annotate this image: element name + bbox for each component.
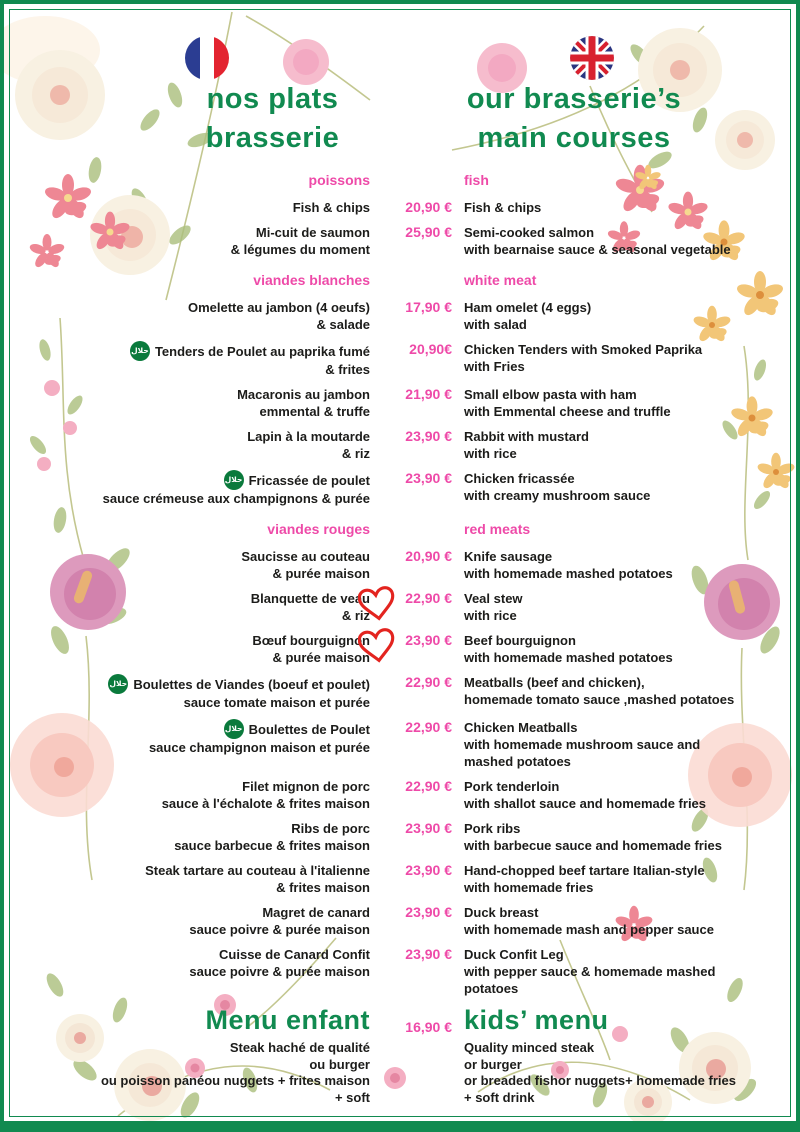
item-price: 23,90 € [405, 820, 452, 836]
section-label-fr: viandes rouges [267, 521, 370, 537]
item-price: 22,90 € [405, 719, 452, 735]
section-label-en: fish [464, 172, 489, 188]
item-name-fr: Magret de canard sauce poivre & purée maison [189, 905, 370, 937]
halal-icon: حلال [224, 470, 244, 490]
section-header-row [14, 270, 800, 290]
halal-icon: حلال [130, 341, 150, 361]
menu-item-row [14, 674, 800, 711]
item-name-fr: Filet mignon de porc sauce à l'échalote & frites maison [161, 779, 370, 811]
item-name-fr: Ribs de porc sauce barbecue & frites maison [174, 821, 370, 853]
item-name-en: Meatballs (beef and chicken), homemade tomato sauce ,mashed potatoes [464, 675, 735, 707]
item-name-en: Ham omelet (4 eggs) with salad [464, 300, 592, 332]
halal-icon: حلال [224, 719, 244, 739]
item-price: 23,90 € [405, 946, 452, 962]
section-label-fr: poissons [308, 172, 370, 188]
item-price: 23,90 € [405, 470, 452, 486]
item-price: 20,90 € [405, 548, 452, 564]
menu-item-row [14, 946, 800, 997]
item-name-fr: Blanquette de veau & riz [250, 591, 370, 623]
menu-title-fr-line2: brasserie [205, 122, 340, 154]
section-header-row [14, 170, 800, 190]
item-name-fr: Cuisse de Canard Confit sauce poivre & purée maison [189, 947, 370, 979]
item-name-en: Chicken Meatballs with homemade mushroom sauce and mashed potatoes [464, 720, 701, 769]
menu-item-row [14, 719, 800, 770]
item-name-en: Pork ribs with barbecue sauce and homemade fries [464, 821, 722, 853]
item-price: 21,90 € [405, 386, 452, 402]
item-name-en: Knife sausage with homemade mashed potatoes [464, 549, 673, 581]
item-price: 23,90 € [405, 904, 452, 920]
menu-content [14, 170, 800, 1114]
item-name-fr: Bœuf bourguignon & purée maison [252, 633, 370, 665]
item-name-fr: Fish & chips [292, 200, 370, 215]
menu-title-fr-line1: nos plats [206, 83, 339, 115]
menu-item-row [14, 224, 800, 258]
item-name-fr: حلال Tenders de Poulet au paprika fumé & frites [14, 341, 370, 378]
item-name-en: Rabbit with mustard with rice [464, 429, 589, 461]
item-name-fr: حلال Boulettes de Viandes (boeuf et poulet) sauce tomate maison et purée [14, 674, 370, 711]
menu-title-en-line2: main courses [477, 122, 671, 154]
item-price: 22,90 € [405, 590, 452, 606]
item-name-en: Hand-chopped beef tartare Italian-style with homemade fries [464, 863, 705, 895]
item-name-en: Duck Confit Leg with pepper sauce & homemade mashed potatoes [464, 947, 716, 996]
heart-icon [358, 628, 396, 664]
section-label-fr: viandes blanches [253, 272, 370, 288]
menu-item-row [14, 470, 800, 507]
menu-item-row [14, 299, 800, 333]
menu-item-row [14, 820, 800, 854]
item-name-fr: حلال Boulettes de Poulet sauce champignon maison et purée [14, 719, 370, 756]
item-price: 23,90 € [405, 862, 452, 878]
menu-item-row [14, 904, 800, 938]
item-name-en: Duck breast with homemade mash and pepper sauce [464, 905, 714, 937]
item-name-fr: Omelette au jambon (4 oeufs) & salade [187, 300, 370, 332]
item-price: 22,90 € [405, 778, 452, 794]
item-name-fr: Saucisse au couteau & purée maison [241, 549, 370, 581]
item-price: 20,90€ [409, 341, 452, 357]
item-name-en: Small elbow pasta with ham with Emmental cheese and truffle [464, 387, 671, 419]
item-name-en: Veal stew with rice [464, 591, 523, 623]
menu-item-row [14, 199, 800, 216]
menu-title-en-line1: our brasserie’s [466, 83, 682, 115]
item-price: 22,90 € [405, 674, 452, 690]
kids-title-en: kids’ menu [464, 1005, 609, 1035]
menu-item-row [14, 386, 800, 420]
france-flag-icon [185, 36, 229, 80]
item-price: 17,90 € [405, 299, 452, 315]
section-label-en: white meat [464, 272, 537, 288]
menu-item-row [14, 428, 800, 462]
item-name-fr: Steak tartare au couteau à l'italienne & frites maison [145, 863, 370, 895]
item-name-en: Chicken fricassée with creamy mushroom sauce [464, 471, 651, 503]
section-header-row [14, 519, 800, 539]
kids-menu-items-row [14, 1040, 800, 1106]
menu-title-en [428, 80, 720, 158]
uk-flag-icon [570, 36, 614, 80]
item-name-en: Pork tenderloin with shallot sauce and homemade fries [464, 779, 707, 811]
kids-title-fr: Menu enfant [205, 1005, 370, 1035]
item-name-fr: Lapin à la moutarde & riz [247, 429, 370, 461]
halal-icon: حلال [108, 674, 128, 694]
item-name-en: Chicken Tenders with Smoked Paprika with Fries [464, 342, 703, 374]
item-name-fr: Mi-cuit de saumon & légumes du moment [230, 225, 370, 257]
menu-item-row [14, 590, 800, 624]
item-price: 25,90 € [405, 224, 452, 240]
menu-item-row [14, 341, 800, 378]
item-price: 20,90 € [405, 199, 452, 215]
heart-icon [358, 586, 396, 622]
item-price: 23,90 € [405, 632, 452, 648]
item-name-en: Fish & chips [464, 200, 542, 215]
menu-title-fr [95, 80, 450, 158]
kids-menu-header-row [14, 1005, 800, 1036]
menu-item-row [14, 778, 800, 812]
item-price: 23,90 € [405, 428, 452, 444]
kids-items-en: Quality minced steak or burger or breaded fishor nuggets+ homemade fries + soft drink [464, 1040, 736, 1105]
item-name-en: Semi-cooked salmon with bearnaise sauce & seasonal vegetable [464, 225, 731, 257]
section-label-en: red meats [464, 521, 531, 537]
item-name-fr: Macaronis au jambon emmental & truffe [237, 387, 370, 419]
menu-item-row [14, 632, 800, 666]
item-name-en: Beef bourguignon with homemade mashed potatoes [464, 633, 673, 665]
menu-item-row [14, 862, 800, 896]
kids-price: 16,90 € [405, 1019, 452, 1035]
kids-items-fr: Steak haché de qualité ou burger ou poisson panéou nuggets + frites maison + soft [100, 1040, 370, 1105]
item-name-fr: حلال Fricassée de poulet sauce crémeuse aux champignons & purée [14, 470, 370, 507]
menu-item-row [14, 548, 800, 582]
